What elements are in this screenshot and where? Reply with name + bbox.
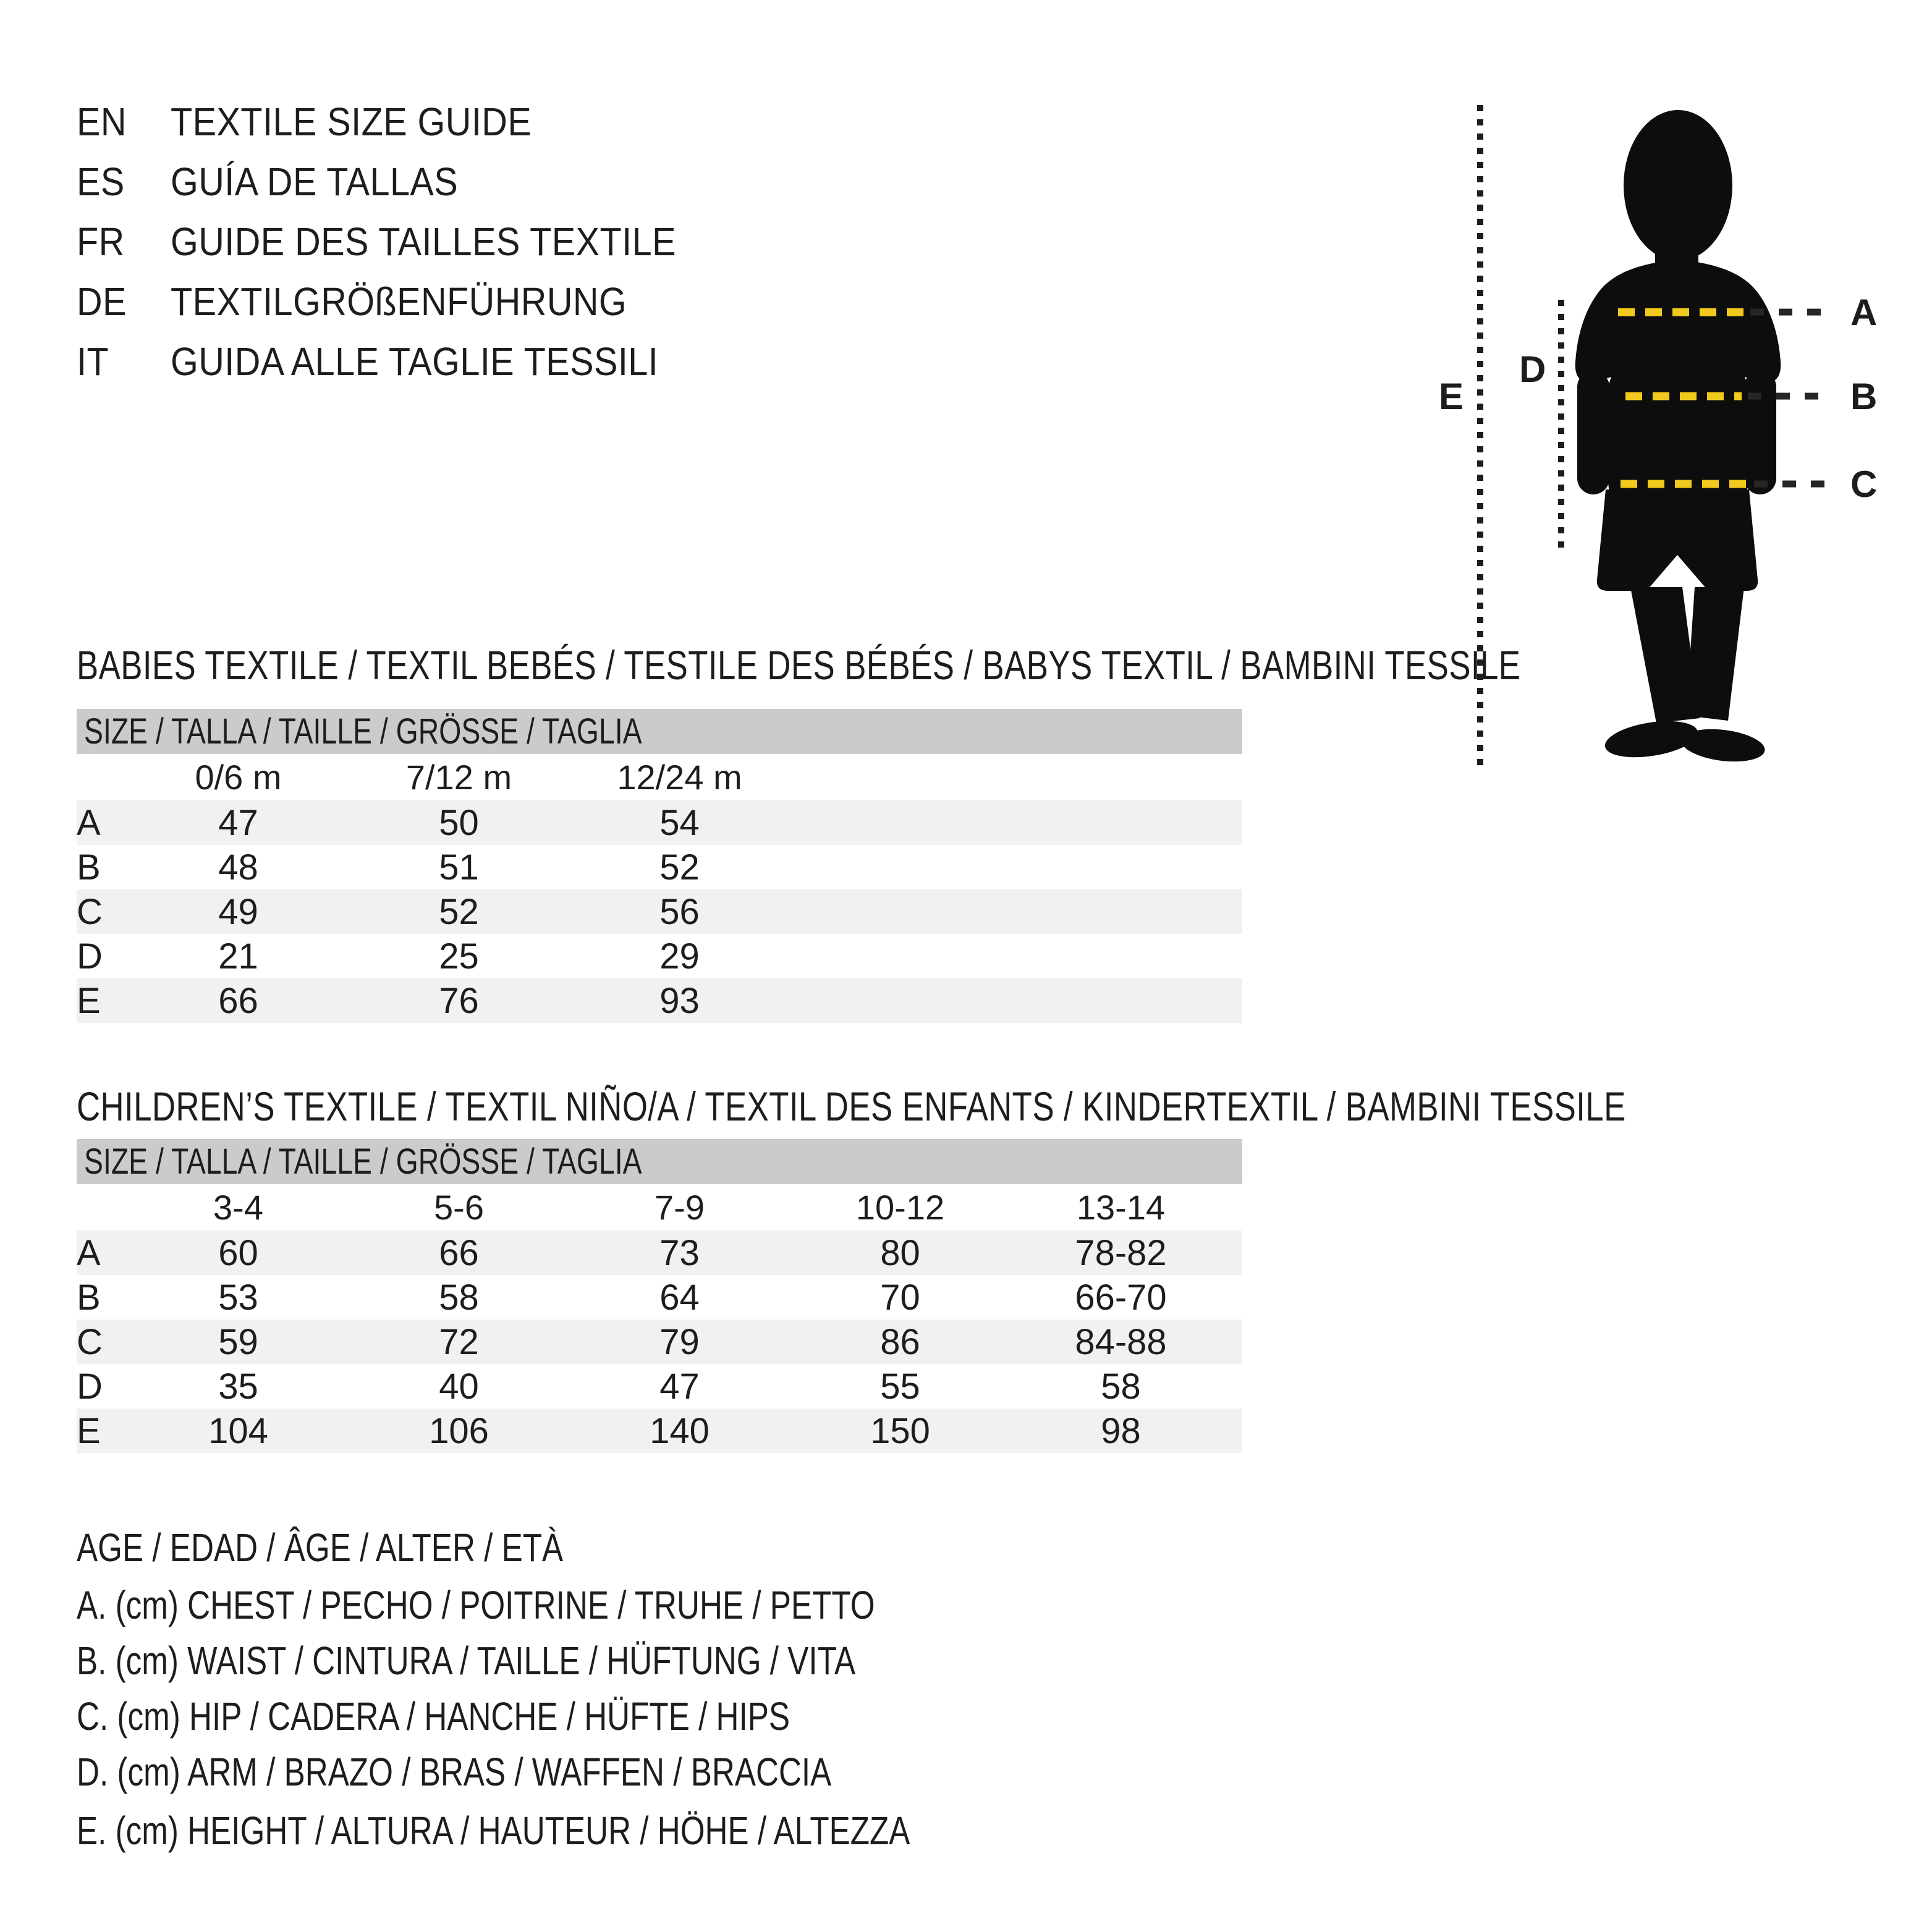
lang-code-it: IT [77, 339, 109, 384]
children-e-4: 98 [1101, 1410, 1141, 1451]
table-row [77, 1409, 1242, 1453]
silhouette-left-arm [1577, 371, 1609, 494]
children-colhead-1: 5-6 [434, 1188, 484, 1227]
babies-size-header-text: SIZE / TALLA / TAILLE / GRÖSSE / TAGLIA [84, 711, 642, 752]
babies-a-0: 47 [218, 802, 258, 843]
babies-e-2: 93 [659, 980, 700, 1021]
figure-label-b: B [1850, 376, 1878, 417]
babies-c-0: 49 [218, 891, 258, 932]
babies-b-0: 48 [218, 847, 258, 888]
children-e-2: 140 [650, 1410, 710, 1451]
lang-code-es: ES [77, 159, 125, 204]
lang-title-it: GUIDA ALLE TAGLIE TESSILI [171, 339, 659, 384]
children-e-3: 150 [870, 1410, 930, 1451]
table-row [77, 889, 1242, 934]
silhouette-shorts [1597, 489, 1758, 591]
children-d-4: 58 [1101, 1366, 1141, 1407]
babies-colhead-2: 12/24 m [617, 758, 742, 797]
lang-row-it [77, 331, 732, 391]
babies-table-header-bar [77, 709, 1242, 754]
legend-a-chest: A. (cm) CHEST / PECHO / POITRINE / TRUHE / PETTO [77, 1583, 875, 1627]
legend-age: AGE / EDAD / ÂGE / ALTER / ETÀ [77, 1525, 564, 1570]
table-row [77, 1364, 1242, 1409]
babies-row-label-d: D [77, 936, 103, 977]
lang-code-de: DE [77, 279, 127, 324]
babies-b-1: 51 [439, 847, 479, 888]
babies-column-header-row [77, 754, 1242, 800]
babies-row-label-e: E [77, 980, 101, 1021]
babies-section-heading: BABIES TEXTILE / TEXTIL BEBÉS / TESTILE DES BÉBÉS / BABYS TEXTIL / BAMBINI TESSILE [77, 642, 1521, 688]
figure-label-a: A [1850, 292, 1878, 333]
children-b-3: 70 [880, 1277, 920, 1318]
children-a-4: 78-82 [1075, 1232, 1167, 1273]
children-b-4: 66-70 [1075, 1277, 1167, 1318]
babies-row-label-c: C [77, 891, 103, 932]
figure-label-e: E [1439, 376, 1464, 417]
lang-row-es [77, 151, 732, 211]
babies-e-1: 76 [439, 980, 479, 1021]
children-colhead-2: 7-9 [655, 1188, 705, 1227]
children-column-header-row [77, 1184, 1242, 1231]
children-table-header-bar [77, 1139, 1242, 1184]
table-row [77, 845, 1242, 889]
babies-e-0: 66 [218, 980, 258, 1021]
lang-code-en: EN [77, 99, 127, 144]
babies-d-1: 25 [439, 936, 479, 977]
table-row [77, 1275, 1242, 1320]
babies-row-label-b: B [77, 847, 101, 888]
children-c-0: 59 [218, 1321, 258, 1362]
children-size-header-text: SIZE / TALLA / TAILLE / GRÖSSE / TAGLIA [84, 1142, 642, 1182]
children-a-2: 73 [659, 1232, 700, 1273]
babies-c-1: 52 [439, 891, 479, 932]
children-a-3: 80 [880, 1232, 920, 1273]
table-row [77, 934, 1242, 978]
legend-b-waist: B. (cm) WAIST / CINTURA / TAILLE / HÜFTUNG / VITA [77, 1638, 856, 1683]
lang-title-es: GUÍA DE TALLAS [171, 159, 459, 204]
children-colhead-3: 10-12 [855, 1188, 945, 1227]
lang-title-en: TEXTILE SIZE GUIDE [171, 99, 532, 144]
table-row [77, 1231, 1242, 1275]
babies-size-table [77, 709, 1242, 1023]
children-c-4: 84-88 [1075, 1321, 1167, 1362]
lang-row-en [77, 91, 732, 151]
lang-row-fr [77, 211, 732, 271]
babies-colhead-0: 0/6 m [195, 758, 282, 797]
children-size-table [77, 1139, 1242, 1453]
babies-d-2: 29 [659, 936, 700, 977]
children-row-label-c: C [77, 1321, 103, 1362]
legend-d-arm: D. (cm) ARM / BRAZO / BRAS / WAFFEN / BRACCIA [77, 1750, 832, 1794]
children-c-2: 79 [659, 1321, 700, 1362]
figure-label-d: D [1519, 349, 1546, 390]
children-c-3: 86 [880, 1321, 920, 1362]
babies-row-label-a: A [77, 802, 101, 843]
babies-d-0: 21 [218, 936, 258, 977]
legend-c-hip: C. (cm) HIP / CADERA / HANCHE / HÜFTE / HIPS [77, 1694, 790, 1739]
children-a-0: 60 [218, 1232, 258, 1273]
lang-title-de: TEXTILGRÖßENFÜHRUNG [171, 279, 627, 324]
children-row-label-d: D [77, 1366, 103, 1407]
children-d-1: 40 [439, 1366, 479, 1407]
children-colhead-0: 3-4 [213, 1188, 263, 1227]
figure-label-c: C [1850, 464, 1878, 505]
children-b-2: 64 [659, 1277, 700, 1318]
babies-a-1: 50 [439, 802, 479, 843]
lang-code-fr: FR [77, 219, 125, 264]
table-row [77, 1320, 1242, 1364]
children-row-label-a: A [77, 1232, 101, 1273]
babies-a-2: 54 [659, 802, 700, 843]
legend-e-height: E. (cm) HEIGHT / ALTURA / HAUTEUR / HÖHE / ALTEZZA [77, 1808, 910, 1853]
lang-title-fr: GUIDE DES TAILLES TEXTILE [171, 219, 676, 264]
table-row [77, 800, 1242, 845]
children-b-0: 53 [218, 1277, 258, 1318]
children-d-0: 35 [218, 1366, 258, 1407]
babies-b-2: 52 [659, 847, 700, 888]
children-e-0: 104 [208, 1410, 268, 1451]
children-d-2: 47 [659, 1366, 700, 1407]
children-row-label-b: B [77, 1277, 101, 1318]
children-d-3: 55 [880, 1366, 920, 1407]
silhouette-right-arm [1744, 371, 1776, 494]
children-row-label-e: E [77, 1410, 101, 1451]
babies-c-2: 56 [659, 891, 700, 932]
children-c-1: 72 [439, 1321, 479, 1362]
children-section-heading: CHILDREN’S TEXTILE / TEXTIL NIÑO/A / TEXTIL DES ENFANTS / KINDERTEXTIL / BAMBINI TESSILE [77, 1083, 1626, 1129]
babies-colhead-1: 7/12 m [405, 758, 512, 797]
children-colhead-4: 13-14 [1076, 1188, 1166, 1227]
table-row [77, 978, 1242, 1023]
children-b-1: 58 [439, 1277, 479, 1318]
children-e-1: 106 [429, 1410, 489, 1451]
children-a-1: 66 [439, 1232, 479, 1273]
language-header-block [77, 91, 732, 391]
lang-row-de [77, 271, 732, 331]
